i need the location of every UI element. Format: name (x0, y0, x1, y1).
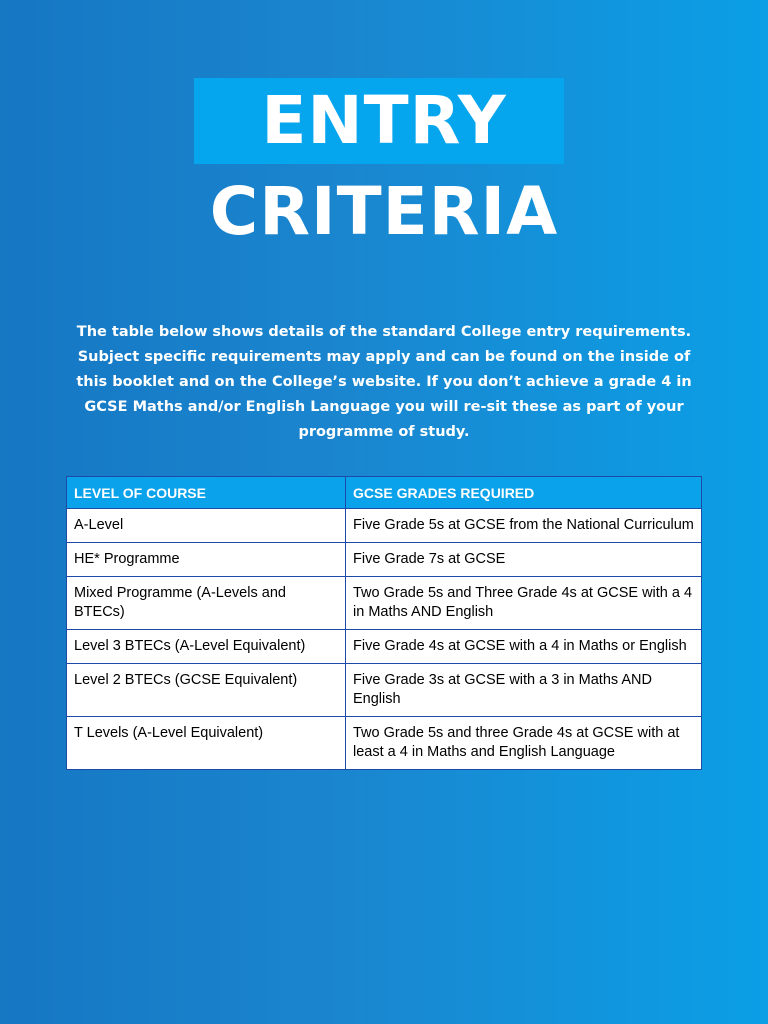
grades-required-cell: Two Grade 5s and three Grade 4s at GCSE with at least a 4 in Maths and English Language (346, 717, 702, 770)
course-level-cell: Level 2 BTECs (GCSE Equivalent) (67, 664, 346, 717)
grades-required-cell: Five Grade 7s at GCSE (346, 543, 702, 577)
page-title-line-1: ENTRY (261, 82, 507, 159)
course-level-cell: Mixed Programme (A-Levels and BTECs) (67, 577, 346, 630)
header-gcse-grades-required: GCSE GRADES REQUIRED (346, 477, 702, 509)
table-row (67, 543, 702, 577)
table-row (67, 509, 702, 543)
table-row (67, 630, 702, 664)
entry-criteria-table-container (66, 476, 701, 770)
course-level-cell: Level 3 BTECs (A-Level Equivalent) (67, 630, 346, 664)
entry-criteria-table (66, 476, 702, 770)
table-row (67, 717, 702, 770)
page-title-line-2: CRITERIA (209, 173, 559, 250)
grades-required-cell: Five Grade 3s at GCSE with a 3 in Maths AND English (346, 664, 702, 717)
intro-paragraph: The table below shows details of the standard College entry requirements. Subject specific requirements may apply and can be found on the inside of this booklet and on the College’s website. If you don’t achieve a grade 4 in GCSE Maths and/or English Language you will re-sit these as part of your programme of study. (76, 324, 692, 440)
table-row (67, 577, 702, 630)
grades-required-cell: Two Grade 5s and Three Grade 4s at GCSE with a 4 in Maths AND English (346, 577, 702, 630)
course-level-cell: HE* Programme (67, 543, 346, 577)
grades-required-cell: Five Grade 4s at GCSE with a 4 in Maths or English (346, 630, 702, 664)
table-row (67, 664, 702, 717)
grades-required-cell: Five Grade 5s at GCSE from the National Curriculum (346, 509, 702, 543)
table-header-row (67, 477, 702, 509)
header-level-of-course: LEVEL OF COURSE (67, 477, 346, 509)
course-level-cell: T Levels (A-Level Equivalent) (67, 717, 346, 770)
course-level-cell: A-Level (67, 509, 346, 543)
